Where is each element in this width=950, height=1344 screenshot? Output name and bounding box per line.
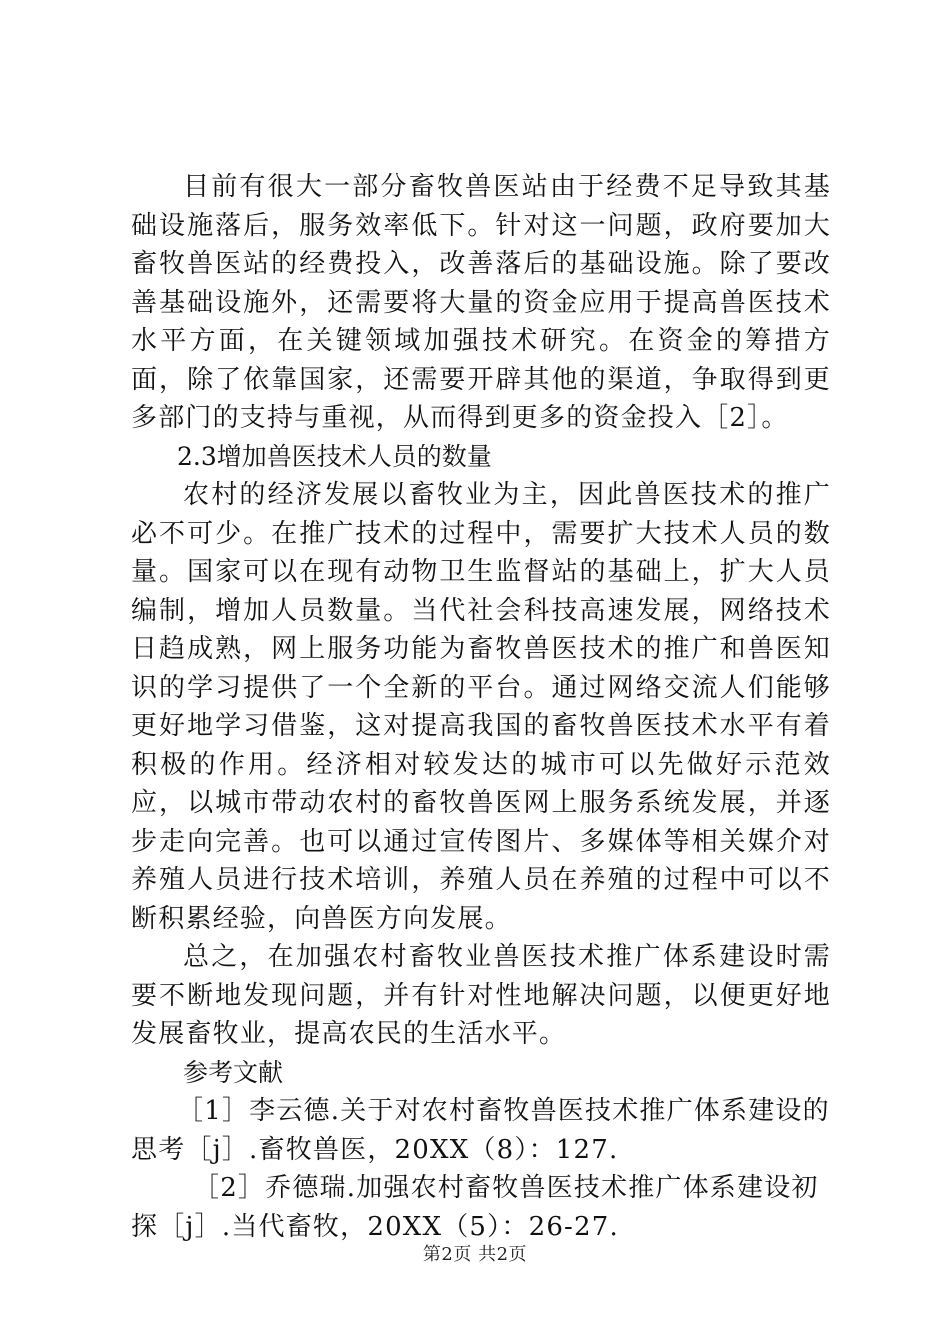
paragraph-staffing: 农村的经济发展以畜牧业为主，因此兽医技术的推广必不可少。在推广技术的过程中，需要扩大技术人员的数量。国家可以在现有动物卫生监督站的基础上，扩大人员编制，增加人员数量。当代社会科技高速发展，网络技术日趋成熟，网上服务功能为畜牧兽医技术的推广和兽医知识的学习提供了一个全新的平台。通过网络交流人们能够更好地学习借鉴，这对提高我国的畜牧兽医技术水平有着积极的作用。经济相对较发达的城市可以先做好示范效应，以城市带动农村的畜牧兽医网上服务系统发展，并逐步走向完善。也可以通过宣传图片、多媒体等相关媒介对养殖人员进行技术培训，养殖人员在养殖的过程中可以不断积累经验，向兽医方向发展。 bbox=[131, 480, 831, 934]
document-body bbox=[131, 168, 831, 1246]
page-footer: 第2页 共2页 bbox=[422, 1244, 528, 1265]
section-heading: 2.3增加兽医技术人员的数量 bbox=[177, 441, 492, 471]
reference-item: ［2］乔德瑞.加强农村畜牧兽医技术推广体系建设初探［j］.当代畜牧，20XX（5）：26-27. bbox=[131, 1173, 819, 1242]
references-heading: 参考文献 bbox=[183, 1057, 284, 1087]
paragraph-funding: 目前有很大一部分畜牧兽医站由于经费不足导致其基础设施落后，服务效率低下。针对这一问题，政府要加大畜牧兽医站的经费投入，改善落后的基础设施。除了要改善基础设施外，还需要将大量的资金应用于提高兽医技术水平方面，在关键领域加强技术研究。在资金的筹措方面，除了依靠国家，还需要开辟其他的渠道，争取得到更多部门的支持与重视，从而得到更多的资金投入［2］。 bbox=[131, 172, 831, 433]
reference-item: ［1］李云德.关于对农村畜牧兽医技术推广体系建设的思考［j］.畜牧兽医，20XX（8）：127. bbox=[131, 1096, 830, 1165]
paragraph-conclusion: 总之，在加强农村畜牧业兽医技术推广体系建设时需要不断地发现问题，并有针对性地解决问题，以便更好地发展畜牧业，提高农民的生活水平。 bbox=[131, 942, 831, 1049]
